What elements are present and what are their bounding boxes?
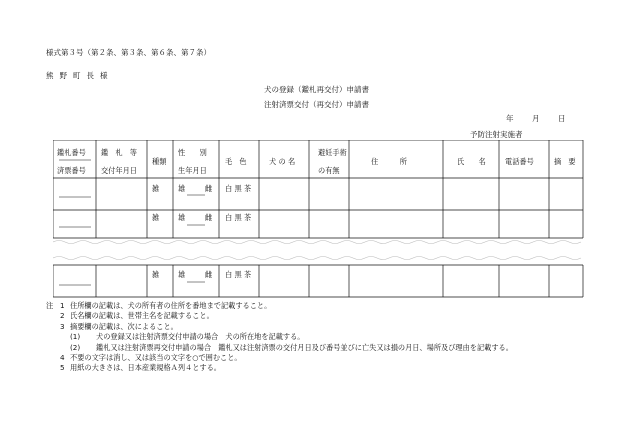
note-item-4: 4 不要の文字は消し、又は該当の文字を○で囲むこと。 [60,353,242,363]
row1-colors: 白 黒 茶 [225,184,252,193]
form-title-injection: 注射済票交付（再交付）申請書 [264,100,369,109]
row1-female: 雌 [205,184,213,193]
note-subitem-1: (1) 犬の登録又は注射済票交付申請の場合 犬の所在地を記載する。 [70,332,305,342]
col-header-spay-status: の有無 [318,166,340,175]
note-subitem-2: (2) 鑑札又は注射済票再交付申請の場合 鑑札又は注射済票の交付月日及び番号並びに亡失又は損の月日、場所及び理由を記載する。 [70,342,513,352]
note-item-1: 注 1 住所欄の記載は、犬の所有者の住所を番地まで記載すること。 [46,301,272,310]
col-header-kind: 種類 [152,157,167,166]
date-day-label: 日 [558,114,566,123]
row2-female: 雌 [205,213,213,222]
implementer-label: 予防注射実施者 [470,130,523,139]
row3-kind: 雑 [152,270,160,279]
row3-colors: 白 黒 茶 [225,270,252,279]
row2-colors: 白 黒 茶 [225,213,252,222]
row1-male: 雄 [178,184,186,193]
col-header-remarks: 摘 要 [554,157,576,166]
col-header-spay: 避妊手術 [318,148,347,157]
col-header-dog-name: 犬 の 名 [269,157,296,166]
note-item-5: 5 用紙の大きさは、日本産業規格Ａ列４とする。 [60,363,221,373]
row3-female: 雌 [205,270,213,279]
form-number: 様式第３号（第２条、第３条、第６条、第７条） [46,48,211,57]
note-mark: 注 [46,301,54,310]
col-header-sex: 性 別 [178,148,207,157]
col-header-injection-number: 済票番号 [57,166,86,175]
row3-male: 雄 [178,270,186,279]
col-header-birthdate: 生年月日 [178,166,207,175]
form-title-registration: 犬の登録（鑑札再交付）申請書 [264,85,369,94]
row2-male: 雄 [178,213,186,222]
col-header-phone: 電話番号 [505,157,534,166]
row2-kind: 雑 [152,213,160,222]
col-header-address: 住 所 [371,157,407,166]
col-header-issue-date: 交付年月日 [101,166,137,175]
notes-section [46,301,513,374]
date-year-label: 年 [506,114,514,123]
col-header-tag-issue: 鑑 札 等 [101,148,137,157]
col-header-name: 氏 名 [457,157,486,166]
addressee: 熊野町長様 [46,71,114,80]
note-item-2: 2 氏名欄の記載は、世帯主名を記載すること。 [60,311,214,321]
col-header-tag-number: 鑑札番号 [57,148,86,157]
application-table [53,140,593,300]
note-item-3: 3 摘要欄の記載は、次によること。 [60,321,178,331]
col-header-coat-color: 毛 色 [225,157,247,166]
date-month-label: 月 [532,114,540,123]
row1-kind: 雑 [152,184,160,193]
